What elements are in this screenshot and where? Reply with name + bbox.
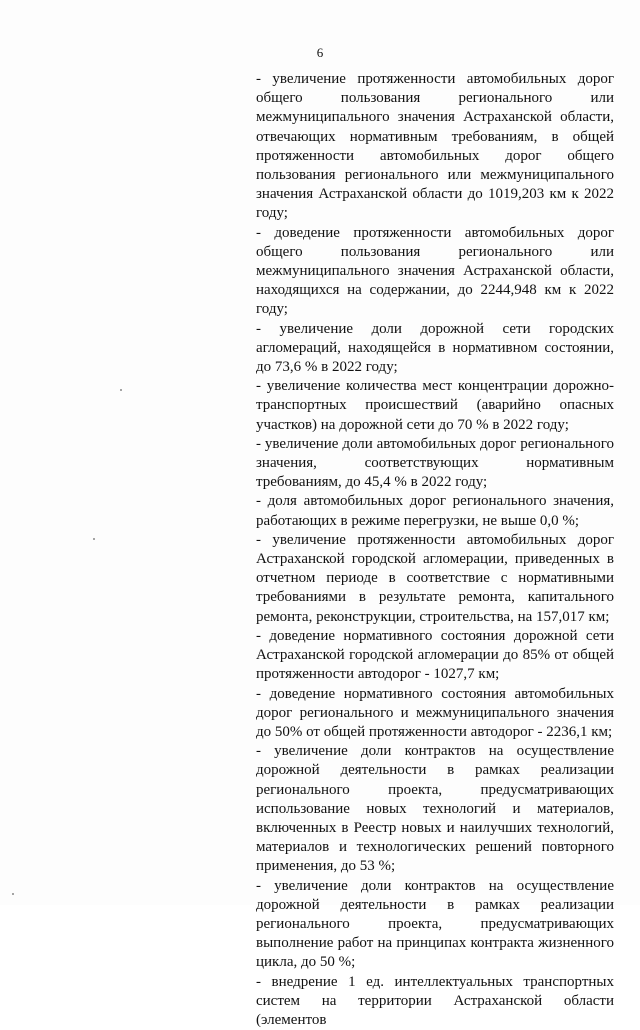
paragraph-3: - увеличение доли дорожной сети городских агломераций, находящейся в нормативном состоянии, до 73,6 % в 2022 году; bbox=[256, 320, 614, 376]
document-body bbox=[256, 70, 614, 1030]
scan-speck bbox=[120, 389, 122, 391]
scan-speck bbox=[12, 893, 14, 895]
paragraph-4: - увеличение количества мест концентрации дорожно-транспортных происшествий (аварийно опасных участков) на дорожной сети до 70 % в 2022 году; bbox=[256, 378, 614, 433]
paragraph-8: - доведение нормативного состояния дорожной сети Астраханской городской агломерации до 85% от общей протяженности автодорог - 1027,7 км; bbox=[256, 627, 614, 683]
paragraph-11: - увеличение доли контрактов на осуществление дорожной деятельности в рамках реализации регионального проекта, предусматривающих выполнение работ на принципах контракта жизненного цикла, до 50 %; bbox=[256, 877, 614, 971]
paragraph-7: - увеличение протяженности автомобильных дорог Астраханской городской агломерации, приведенных в отчетном периоде в соответствие с нормативными требованиями в результате ремонта, капитального ремонта, реконструкции, строительства, на 157,017 км; bbox=[256, 531, 614, 625]
paragraph-6: - доля автомобильных дорог регионального значения, работающих в режиме перегрузки, не выше 0,0 %; bbox=[256, 493, 614, 529]
paragraph-5: - увеличение доли автомобильных дорог регионального значения, соответствующих нормативным требованиям, до 45,4 % в 2022 году; bbox=[256, 435, 614, 491]
paragraph-1: - увеличение протяженности автомобильных дорог общего пользования регионального или межмуниципального значения Астраханской области, отвечающих нормативным требованиям, в общей протяженности автомобильных дорог общего пользования регионального или межмуниципального значения Астраханской области до 1019,203 км к 2022 году; bbox=[256, 71, 614, 222]
scan-speck bbox=[93, 538, 95, 540]
page-number: 6 bbox=[316, 45, 324, 60]
paragraph-2: - доведение протяженности автомобильных дорог общего пользования регионального или межмуниципального значения Астраханской области, находящихся на содержании, до 2244,948 км к 2022 году; bbox=[256, 224, 614, 318]
paragraph-10: - увеличение доли контрактов на осуществление дорожной деятельности в рамках реализации регионального проекта, предусматривающих использование новых технологий и материалов, включенных в Реестр новых и наилучших технологий, материалов и технологических решений повторного применения, до 53 %; bbox=[256, 743, 614, 875]
paragraph-9: - доведение нормативного состояния автомобильных дорог регионального и межмуниципального значения до 50% от общей протяженности автодорог - 2236,1 км; bbox=[256, 685, 614, 740]
paragraph-12: - внедрение 1 ед. интеллектуальных транспортных систем на территории Астраханской области (элементов bbox=[256, 973, 614, 1028]
